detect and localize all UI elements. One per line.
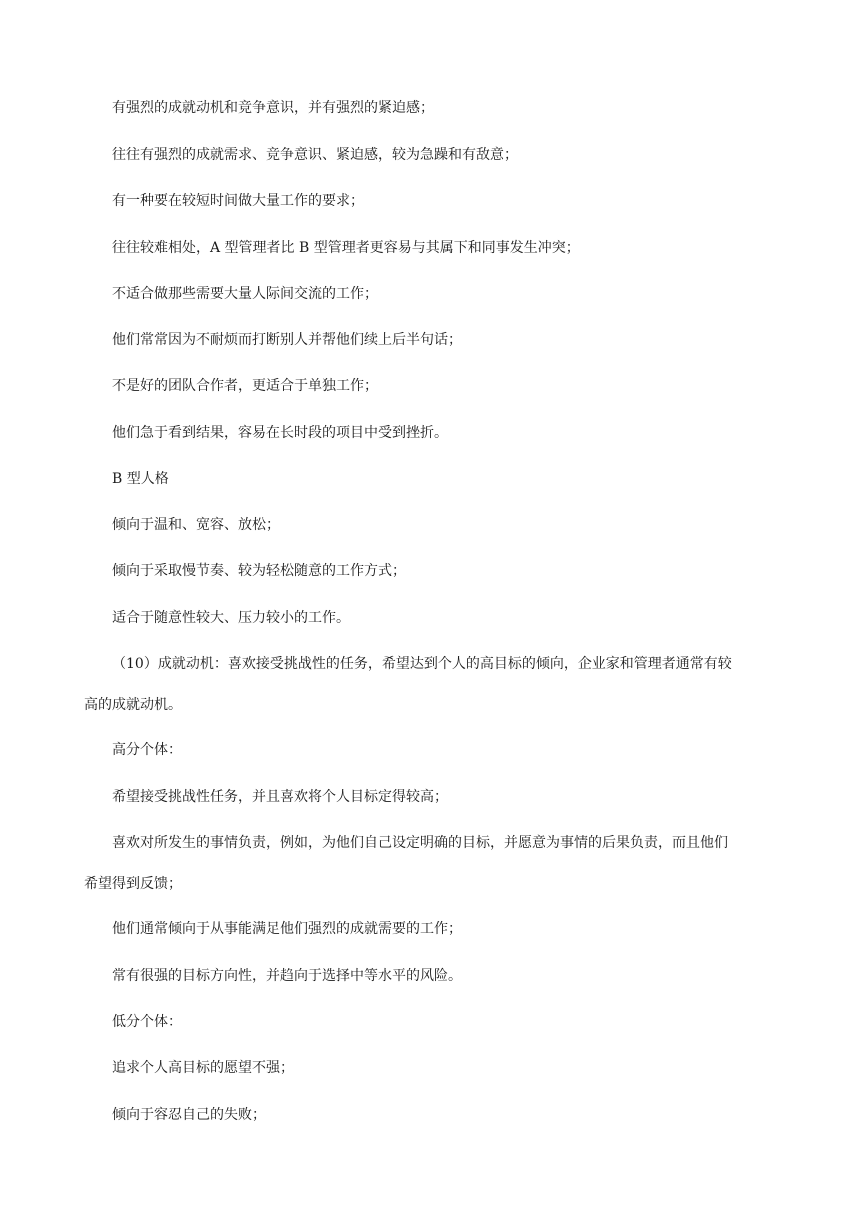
paragraph-line: （10）成就动机：喜欢接受挑战性的任务，希望达到个人的高目标的倾向，企业家和管理者通常有较 — [112, 656, 732, 672]
paragraph-line: 有一种要在较短时间做大量工作的要求； — [112, 193, 364, 209]
section-heading: B 型人格 — [112, 471, 169, 487]
paragraph-line: 他们常常因为不耐烦而打断别人并帮他们续上后半句话； — [112, 332, 462, 348]
paragraph-line: 往往有强烈的成就需求、竞争意识、紧迫感，较为急躁和有敌意； — [112, 147, 518, 163]
paragraph-line: 不适合做那些需要大量人际间交流的工作； — [112, 286, 378, 302]
paragraph-line-continuation: 高的成就动机。 — [84, 697, 182, 713]
paragraph-line: 不是好的团队合作者，更适合于单独工作； — [112, 378, 378, 394]
paragraph-line: 常有很强的目标方向性，并趋向于选择中等水平的风险。 — [112, 968, 462, 984]
paragraph-line: 倾向于容忍自己的失败； — [112, 1107, 266, 1123]
paragraph-line: 适合于随意性较大、压力较小的工作。 — [112, 610, 350, 626]
section-heading: 低分个体： — [112, 1014, 182, 1030]
paragraph-line: 希望接受挑战性任务，并且喜欢将个人目标定得较高； — [112, 789, 448, 805]
paragraph-line: 往往较难相处，A 型管理者比 B 型管理者更容易与其属下和同事发生冲突； — [112, 240, 580, 256]
paragraph-line-continuation: 希望得到反馈； — [84, 876, 182, 892]
paragraph-line: 追求个人高目标的愿望不强； — [112, 1060, 294, 1076]
paragraph-line: 他们通常倾向于从事能满足他们强烈的成就需要的工作； — [112, 921, 462, 937]
paragraph-line: 有强烈的成就动机和竞争意识，并有强烈的紧迫感； — [112, 100, 434, 116]
section-heading: 高分个体： — [112, 742, 182, 758]
paragraph-line: 倾向于采取慢节奏、较为轻松随意的工作方式； — [112, 563, 406, 579]
paragraph-line: 他们急于看到结果，容易在长时段的项目中受到挫折。 — [112, 425, 448, 441]
paragraph-line: 喜欢对所发生的事情负责，例如，为他们自己设定明确的目标，并愿意为事情的后果负责，而且他们 — [112, 835, 728, 851]
paragraph-line: 倾向于温和、宽容、放松； — [112, 517, 280, 533]
